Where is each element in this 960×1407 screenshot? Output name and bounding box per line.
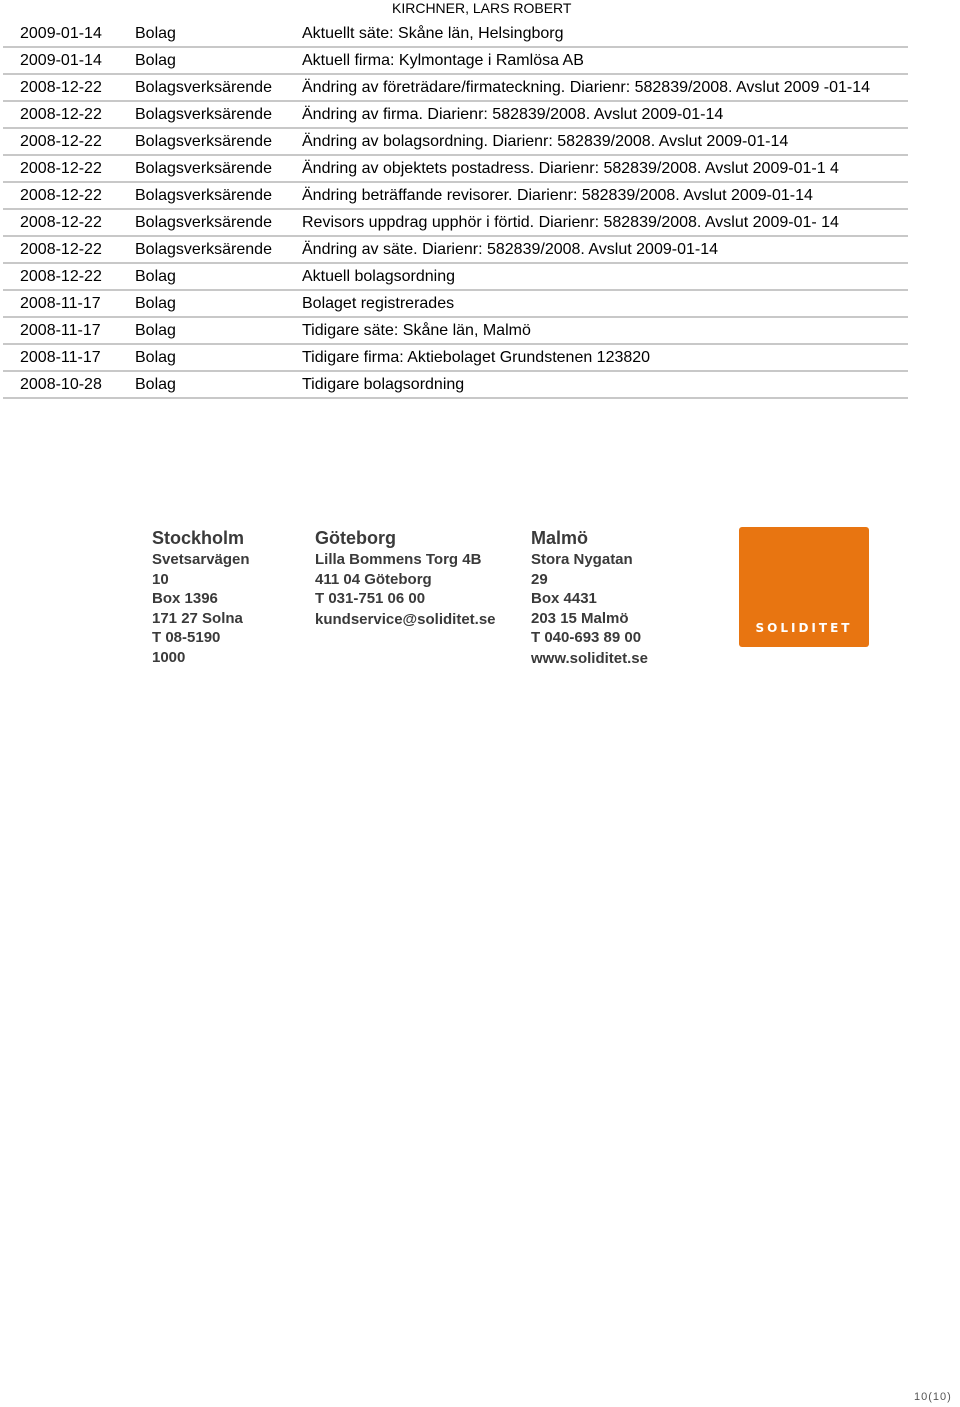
event-date: 2008-11-17: [3, 290, 135, 317]
event-date: 2008-12-22: [3, 236, 135, 263]
event-description: Ändring av säte. Diarienr: 582839/2008. Avslut 2009-01-14: [302, 236, 908, 263]
event-description: Bolaget registrerades: [302, 290, 908, 317]
event-date: 2008-10-28: [3, 371, 135, 398]
event-type: Bolagsverksärende: [135, 182, 302, 209]
event-type: Bolag: [135, 47, 302, 74]
event-description: Ändring beträffande revisorer. Diarienr: 582839/2008. Avslut 2009-01-14: [302, 182, 908, 209]
event-date: 2008-12-22: [3, 155, 135, 182]
event-description: Revisors uppdrag upphör i förtid. Diarienr: 582839/2008. Avslut 2009-01- 14: [302, 209, 908, 236]
event-description: Ändring av företrädare/firmateckning. Diarienr: 582839/2008. Avslut 2009 -01-14: [302, 74, 908, 101]
office-stockholm: [152, 526, 250, 667]
event-type: Bolagsverksärende: [135, 101, 302, 128]
event-date: 2008-11-17: [3, 317, 135, 344]
event-date: 2008-11-17: [3, 344, 135, 371]
event-date: 2009-01-14: [3, 47, 135, 74]
email-link[interactable]: kundservice@soliditet.se: [315, 610, 496, 628]
event-description: Aktuell bolagsordning: [302, 263, 908, 290]
office-box: Box 4431: [531, 590, 597, 607]
table-row: [3, 290, 908, 317]
event-date: 2008-12-22: [3, 128, 135, 155]
table-row: [3, 317, 908, 344]
event-date: 2008-12-22: [3, 182, 135, 209]
office-malmo: [531, 526, 648, 668]
event-description: Aktuell firma: Kylmontage i Ramlösa AB: [302, 47, 908, 74]
table-row: [3, 182, 908, 209]
page-number: 10(10): [914, 1391, 952, 1403]
event-description: Ändring av objektets postadress. Diarienr: 582839/2008. Avslut 2009-01-1 4: [302, 155, 908, 182]
office-phone: T 040-693 89 00: [531, 629, 642, 646]
office-city: Malmö: [531, 528, 589, 548]
event-type: Bolag: [135, 20, 302, 47]
events-table: [3, 20, 908, 399]
event-date: 2008-12-22: [3, 101, 135, 128]
event-type: Bolag: [135, 344, 302, 371]
event-type: Bolag: [135, 263, 302, 290]
office-street: Svetsarvägen 10: [152, 551, 250, 588]
table-row: [3, 371, 908, 398]
table-row: [3, 101, 908, 128]
soliditet-logo: [739, 527, 869, 647]
event-type: Bolagsverksärende: [135, 128, 302, 155]
table-row: [3, 209, 908, 236]
office-phone: T 031-751 06 00: [315, 590, 426, 607]
event-description: Ändring av bolagsordning. Diarienr: 582839/2008. Avslut 2009-01-14: [302, 128, 908, 155]
table-row: [3, 74, 908, 101]
office-city: Göteborg: [315, 528, 396, 548]
office-goteborg: [315, 526, 496, 629]
event-date: 2008-12-22: [3, 209, 135, 236]
table-row: [3, 47, 908, 74]
event-date: 2008-12-22: [3, 263, 135, 290]
table-row: [3, 128, 908, 155]
table-row: [3, 155, 908, 182]
office-postal: 171 27 Solna: [152, 609, 243, 627]
event-type: Bolagsverksärende: [135, 74, 302, 101]
person-name-header: KIRCHNER, LARS ROBERT: [392, 0, 572, 16]
office-postal: 203 15 Malmö: [531, 609, 629, 627]
event-description: Aktuellt säte: Skåne län, Helsingborg: [302, 20, 908, 47]
office-street: Stora Nygatan 29: [531, 551, 633, 588]
logo-text: SOLIDITET: [755, 621, 853, 635]
office-city: Stockholm: [152, 528, 245, 548]
event-type: Bolagsverksärende: [135, 209, 302, 236]
event-description: Tidigare firma: Aktiebolaget Grundstenen 123820: [302, 344, 908, 371]
office-phone: T 08-5190 1000: [152, 629, 221, 666]
event-type: Bolag: [135, 371, 302, 398]
event-type: Bolagsverksärende: [135, 155, 302, 182]
website-link[interactable]: www.soliditet.se: [531, 649, 648, 667]
events-table-body: [3, 20, 908, 398]
event-description: Tidigare säte: Skåne län, Malmö: [302, 317, 908, 344]
event-date: 2008-12-22: [3, 74, 135, 101]
office-street: Lilla Bommens Torg 4B: [315, 551, 482, 568]
table-row: [3, 263, 908, 290]
office-box: Box 1396: [152, 590, 218, 607]
event-description: Tidigare bolagsordning: [302, 371, 908, 398]
table-row: [3, 344, 908, 371]
event-type: Bolag: [135, 317, 302, 344]
event-description: Ändring av firma. Diarienr: 582839/2008. Avslut 2009-01-14: [302, 101, 908, 128]
table-row: [3, 20, 908, 47]
office-postal: 411 04 Göteborg: [315, 570, 432, 588]
event-type: Bolagsverksärende: [135, 236, 302, 263]
event-date: 2009-01-14: [3, 20, 135, 47]
table-row: [3, 236, 908, 263]
event-type: Bolag: [135, 290, 302, 317]
